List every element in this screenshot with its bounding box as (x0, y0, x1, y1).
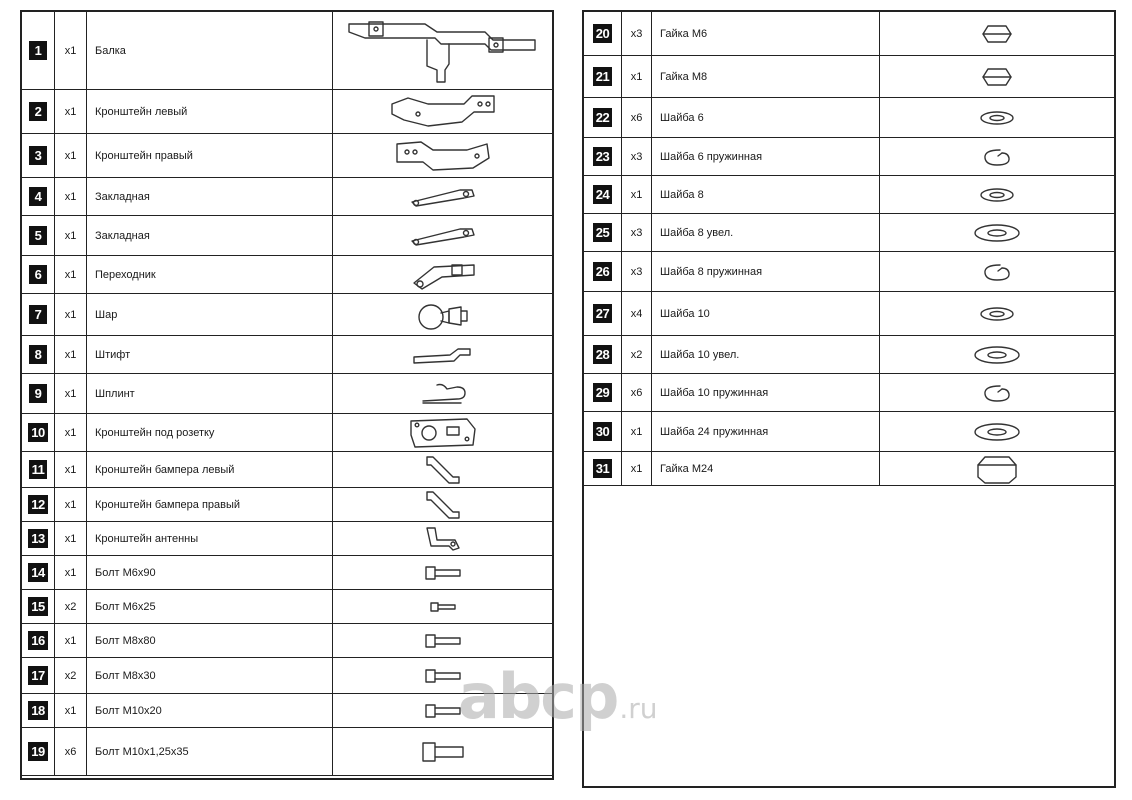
part-row (22, 414, 552, 452)
part-quantity: x1 (55, 556, 87, 589)
part-number-badge: 27 (593, 304, 612, 323)
part-quantity: x1 (55, 452, 87, 487)
part-quantity: x1 (622, 56, 652, 97)
part-number-cell (584, 56, 622, 97)
part-quantity: x1 (55, 336, 87, 373)
tow-beam-icon (333, 12, 552, 89)
part-name: Шайба 6 (652, 98, 880, 137)
part-name: Шайба 24 пружинная (652, 412, 880, 451)
part-number-badge: 23 (593, 147, 612, 166)
part-row (584, 214, 1114, 252)
part-row (22, 134, 552, 178)
part-number-cell (584, 138, 622, 175)
washer-icon (880, 292, 1114, 335)
part-quantity: x2 (622, 336, 652, 373)
pin-icon (333, 336, 552, 373)
part-number-badge: 4 (29, 187, 47, 206)
part-number-cell (584, 214, 622, 251)
part-quantity: x2 (55, 658, 87, 693)
part-row (22, 624, 552, 658)
washer-icon (880, 98, 1114, 137)
part-number-badge: 16 (28, 631, 47, 650)
part-quantity: x1 (55, 374, 87, 413)
part-name: Переходник (87, 256, 333, 293)
part-number-cell (584, 412, 622, 451)
part-quantity: x1 (55, 694, 87, 727)
bolt-icon (333, 624, 552, 657)
part-number-cell (22, 522, 55, 555)
part-number-badge: 11 (29, 460, 48, 479)
part-row (584, 452, 1114, 486)
part-row (22, 522, 552, 556)
part-name: Гайка М8 (652, 56, 880, 97)
part-name: Закладная (87, 216, 333, 255)
part-number-cell (584, 252, 622, 291)
part-number-cell (22, 590, 55, 623)
left-bracket-icon (333, 90, 552, 133)
part-name: Гайка М24 (652, 452, 880, 485)
part-number-badge: 12 (28, 495, 47, 514)
part-quantity: x6 (55, 728, 87, 775)
part-row (22, 488, 552, 522)
part-number-badge: 5 (29, 226, 47, 245)
part-name: Болт М6х25 (87, 590, 333, 623)
cotter-pin-icon (333, 374, 552, 413)
part-row (584, 12, 1114, 56)
part-row (22, 178, 552, 216)
part-number-badge: 22 (593, 108, 612, 127)
part-name: Шайба 10 (652, 292, 880, 335)
part-number-cell (22, 216, 55, 255)
part-row (584, 176, 1114, 214)
part-quantity: x3 (622, 138, 652, 175)
part-row (584, 56, 1114, 98)
part-quantity: x2 (55, 590, 87, 623)
hex-nut-icon (880, 12, 1114, 55)
part-number-cell (584, 374, 622, 411)
spring-washer-icon (880, 252, 1114, 291)
part-number-cell (22, 374, 55, 413)
part-row (22, 556, 552, 590)
part-number-cell (22, 12, 55, 89)
part-quantity: x3 (622, 252, 652, 291)
part-quantity: x1 (55, 414, 87, 451)
part-quantity: x3 (622, 12, 652, 55)
part-name: Шайба 8 пружинная (652, 252, 880, 291)
bolt-small-icon (333, 590, 552, 623)
washer-icon (880, 176, 1114, 213)
part-row (584, 138, 1114, 176)
part-row (584, 292, 1114, 336)
part-number-badge: 10 (28, 423, 47, 442)
part-quantity: x1 (55, 488, 87, 521)
part-row (584, 336, 1114, 374)
bolt-large-icon (333, 728, 552, 775)
part-name: Кронштейн под розетку (87, 414, 333, 451)
part-quantity: x1 (55, 178, 87, 215)
part-name: Кронштейн правый (87, 134, 333, 177)
part-number-cell (22, 452, 55, 487)
part-name: Шплинт (87, 374, 333, 413)
part-name: Болт М10х1,25х35 (87, 728, 333, 775)
part-number-badge: 13 (28, 529, 47, 548)
large-washer-icon (880, 412, 1114, 451)
part-name: Кронштейн антенны (87, 522, 333, 555)
part-name: Шайба 8 (652, 176, 880, 213)
part-quantity: x1 (55, 294, 87, 335)
part-number-badge: 17 (28, 666, 47, 685)
bumper-bracket-icon (333, 488, 552, 521)
part-name: Шайба 10 пружинная (652, 374, 880, 411)
part-quantity: x4 (622, 292, 652, 335)
part-name: Штифт (87, 336, 333, 373)
part-number-badge: 26 (593, 262, 612, 281)
part-name: Болт М6х90 (87, 556, 333, 589)
part-number-cell (22, 90, 55, 133)
part-number-cell (584, 176, 622, 213)
part-number-badge: 28 (593, 345, 612, 364)
part-name: Болт М8х30 (87, 658, 333, 693)
part-quantity: x6 (622, 374, 652, 411)
part-number-badge: 8 (29, 345, 47, 364)
part-number-cell (22, 294, 55, 335)
embedded-plate-icon (333, 178, 552, 215)
part-number-cell (584, 12, 622, 55)
part-quantity: x1 (55, 256, 87, 293)
adapter-icon (333, 256, 552, 293)
part-name: Шайба 6 пружинная (652, 138, 880, 175)
watermark-logo: abcp .ru (458, 660, 658, 733)
antenna-bracket-icon (333, 522, 552, 555)
part-name: Балка (87, 12, 333, 89)
part-row (22, 216, 552, 256)
part-number-badge: 30 (593, 422, 612, 441)
part-row (22, 728, 552, 776)
part-row (22, 294, 552, 336)
part-number-cell (22, 624, 55, 657)
part-row (22, 90, 552, 134)
part-name: Шайба 10 увел. (652, 336, 880, 373)
part-number-cell (22, 694, 55, 727)
part-number-badge: 14 (28, 563, 47, 582)
part-row (22, 374, 552, 414)
socket-bracket-icon (333, 414, 552, 451)
part-number-cell (584, 452, 622, 485)
part-name: Болт М8х80 (87, 624, 333, 657)
part-row (584, 98, 1114, 138)
part-number-cell (22, 414, 55, 451)
part-name: Кронштейн бампера правый (87, 488, 333, 521)
part-number-cell (22, 256, 55, 293)
part-number-badge: 1 (29, 41, 47, 60)
part-row (584, 374, 1114, 412)
large-hex-nut-icon (880, 452, 1114, 485)
part-name: Шайба 8 увел. (652, 214, 880, 251)
embedded-plate-icon (333, 216, 552, 255)
part-quantity: x1 (55, 90, 87, 133)
part-number-cell (22, 336, 55, 373)
part-number-badge: 18 (28, 701, 47, 720)
part-row (22, 452, 552, 488)
part-number-cell (22, 488, 55, 521)
large-washer-icon (880, 214, 1114, 251)
tow-ball-icon (333, 294, 552, 335)
part-name: Кронштейн левый (87, 90, 333, 133)
part-number-cell (584, 292, 622, 335)
parts-table-right (582, 10, 1116, 788)
part-number-cell (22, 134, 55, 177)
part-quantity: x6 (622, 98, 652, 137)
hex-nut-icon (880, 56, 1114, 97)
part-number-badge: 15 (28, 597, 47, 616)
part-number-badge: 2 (29, 102, 47, 121)
part-number-badge: 25 (593, 223, 612, 242)
part-quantity: x1 (55, 12, 87, 89)
part-name: Закладная (87, 178, 333, 215)
part-number-badge: 3 (29, 146, 47, 165)
bumper-bracket-icon (333, 452, 552, 487)
part-number-cell (584, 336, 622, 373)
part-number-badge: 31 (593, 459, 612, 478)
large-washer-icon (880, 336, 1114, 373)
part-number-cell (22, 178, 55, 215)
part-number-cell (22, 658, 55, 693)
part-number-cell (22, 728, 55, 775)
part-number-badge: 24 (593, 185, 612, 204)
part-row (22, 336, 552, 374)
part-quantity: x3 (622, 214, 652, 251)
part-quantity: x1 (55, 522, 87, 555)
part-quantity: x1 (622, 176, 652, 213)
part-name: Гайка М6 (652, 12, 880, 55)
part-row (22, 256, 552, 294)
spring-washer-icon (880, 374, 1114, 411)
part-row (584, 412, 1114, 452)
part-row (22, 12, 552, 90)
part-quantity: x1 (622, 452, 652, 485)
part-number-badge: 9 (29, 384, 47, 403)
part-number-badge: 19 (28, 742, 47, 761)
part-number-cell (584, 98, 622, 137)
part-row (22, 590, 552, 624)
part-name: Кронштейн бампера левый (87, 452, 333, 487)
part-number-badge: 7 (29, 305, 47, 324)
part-number-badge: 6 (29, 265, 47, 284)
part-number-badge: 21 (593, 67, 612, 86)
spring-washer-icon (880, 138, 1114, 175)
bolt-icon (333, 556, 552, 589)
part-name: Шар (87, 294, 333, 335)
part-name: Болт М10х20 (87, 694, 333, 727)
part-quantity: x1 (55, 134, 87, 177)
part-quantity: x1 (55, 624, 87, 657)
part-number-cell (22, 556, 55, 589)
part-row (584, 252, 1114, 292)
part-number-badge: 20 (593, 24, 612, 43)
part-quantity: x1 (55, 216, 87, 255)
part-number-badge: 29 (593, 383, 612, 402)
right-bracket-icon (333, 134, 552, 177)
part-quantity: x1 (622, 412, 652, 451)
